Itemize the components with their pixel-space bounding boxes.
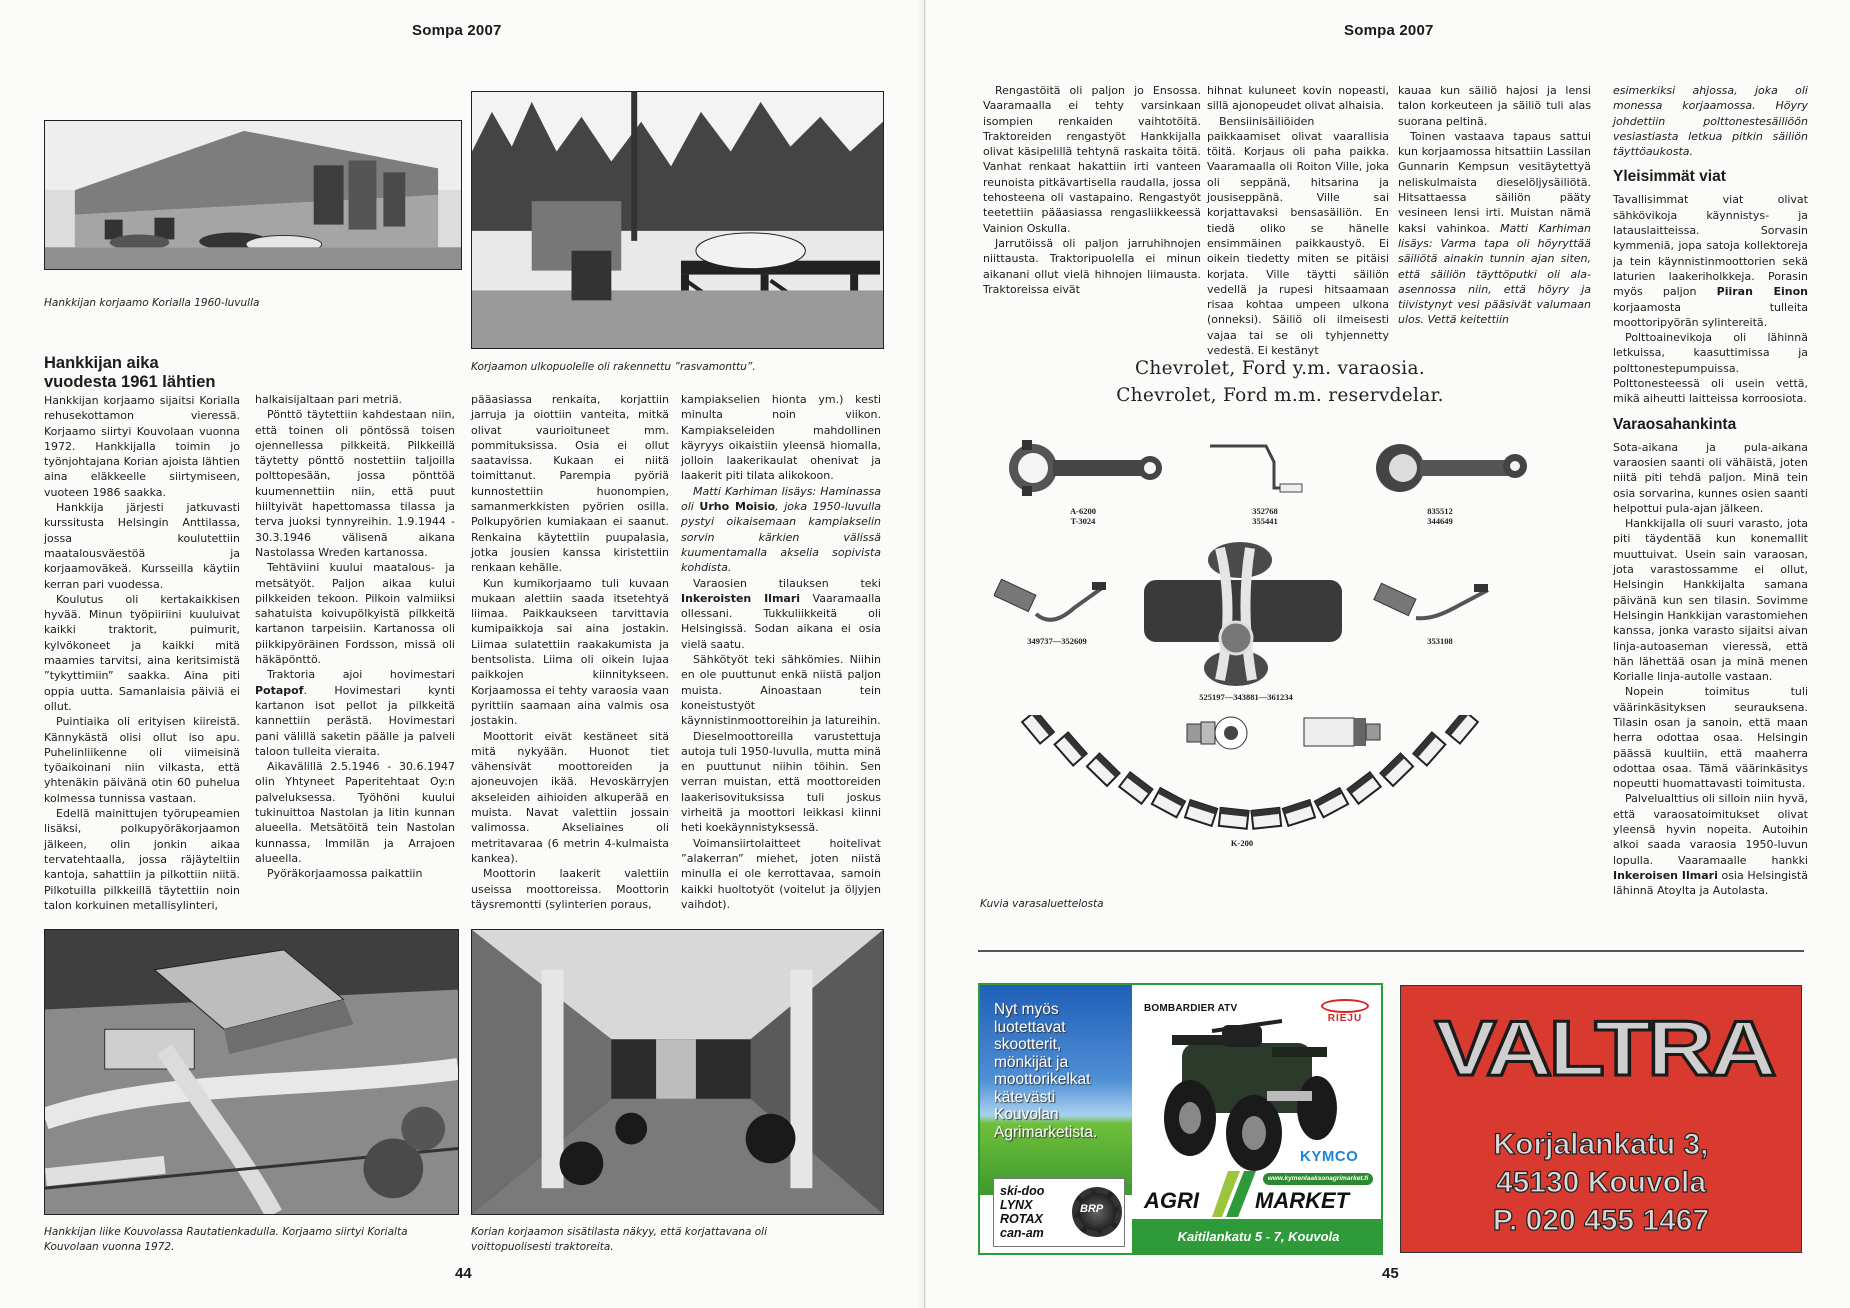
valtra-address-line2: 45130 Kouvola — [1495, 1166, 1707, 1199]
text-run: Matti Karhiman lisäys: Varma tapa oli höyryttää säiliötä ainakin tunnin ajan siten, että säiliön täyttöputki oli ala-asennossa niin, että höyry ja tiivistynyt vesi pääsivät valumaan ulos. Vettä keitettiin — [1398, 221, 1592, 327]
paragraph: halkaisijaltaan pari metriä. — [255, 393, 403, 406]
caption-line: Korian korjaamon sisätilasta näkyy, että korjattavana oli — [471, 1226, 767, 1238]
part-code — [1405, 506, 1475, 526]
person-name: Urho Moisio — [699, 500, 776, 514]
slogan-line: luotettavat — [994, 1018, 1066, 1036]
connecting-rod-a-illustration — [998, 438, 1168, 498]
text-run: . Hovimestari kynti kartanon isot pellot ja pilkkeitä kannettiin perästä. Hovimestari pani välillä saketin päälle ja palveli taloon tulleita vieraita. — [255, 683, 455, 758]
paragraph: pääasiassa renkaita, korjattiin jarruja ja oiottiin vanteita, mitkä olivat vaurioituneet mm. pommituksissa. Osia ei ollut saatavissa. Kukaan ei niitä toimittanut. Parempia pyöriä kunnostettiin huonompien, samanmerkkisten pyörien osilla. Polkupyörien kumiakaan ei saanut. Renkaina käytettiin puupalasia, jotka jousien kanssa kiristettiin renkaan kehälle. — [471, 393, 669, 575]
chain-link — [1251, 808, 1281, 829]
running-head-right: Sompa 2007 — [1344, 22, 1434, 39]
chain-link — [1087, 754, 1120, 786]
caption-line: Hankkijan liike Kouvolassa Rautatienkadulla. Korjaamo siirtyi Korialta — [44, 1226, 408, 1238]
person-name: Inkeroisen Ilmari — [1613, 868, 1718, 882]
text-run: Tavallisimmat viat olivat sähkövikoja käynnistys- ja latauslaitteissa. Sorvasin kymmeniä, jopa satoja kollektoreja ja tein käynnistinmoottorien sekä laturien laakeriholkkeja. Porasin myös paljon — [1613, 193, 1808, 299]
part-code — [1405, 636, 1475, 646]
part-code-line: 349737—352609 — [1027, 636, 1087, 646]
part-code — [1212, 838, 1272, 848]
chain-link — [1348, 772, 1381, 803]
text-run: Matti Karhiman lisäys: Haminassa oli — [681, 484, 881, 514]
article-heading — [44, 354, 240, 392]
page-number-right: 45 — [1382, 1265, 1399, 1282]
section-heading-parts: Varaosahankinta — [1613, 415, 1737, 433]
paragraph: Bensiinisäiliöiden paikkaamiset olivat vaarallisia töitä. Korjaus oli paha paikka. Vaaramaalla oli Roiton Ville, joka oli seppänä, hitsarina ja jousiseppänä. Ville sai korjattavaksi bensasäiliön. En tiedä oliko se hänelle ensimmäinen paikkaustyö. Ei oikein tiedetty miten se pitäisi korjata. Ville täytti säiliön vedellä ja rupesi hitsaamaan risaa kohtaa umpeen ulkona (onneksi). Säiliö oli ilmeisesti vajaa tai se oli tyhjennetty vedestä. Ei kestänyt — [1207, 114, 1389, 358]
page-number-left: 44 — [455, 1265, 472, 1282]
right-column-4 — [1613, 83, 1808, 899]
catalog-title-fi: Chevrolet, Ford y.m. varaosia. — [1134, 358, 1426, 379]
person-name: Piiran Einon — [1716, 285, 1808, 299]
parts-catalog-figure — [980, 350, 1580, 910]
paragraph: Hankkijan korjaamo sijaitsi Korialla rehusekottamon vieressä. Korjaamo siirtyi Kouvolaan vuonna 1972. Hankkijalla toimin jo työnjohtajana Korian ajoista lähtien aina eläkkeelle siirtymiseen, vuoteen 1986 saakka. — [44, 394, 240, 499]
agrimarket-logo-market: MARKET — [1255, 1188, 1350, 1213]
ad-agrimarket — [978, 983, 1383, 1255]
slogan-line: moottorikelkat — [994, 1071, 1091, 1088]
paragraph: kauaa kun säiliö hajosi ja lensi talon korkeuteen ja säiliö tuli alas suorana peltinä. — [1398, 84, 1591, 128]
ad-valtra — [1400, 985, 1802, 1253]
universal-joint-illustration — [1140, 540, 1345, 688]
ad-divider-rule — [978, 950, 1804, 952]
part-code-line: 352768 — [1252, 506, 1278, 516]
part-code-line: T-3024 — [1070, 516, 1096, 526]
person-name: Potapof — [255, 683, 304, 697]
brand-rotax: ROTAX — [1000, 1212, 1043, 1226]
part-code-line: 525197—343881—361234 — [1199, 692, 1293, 702]
caption-1960s-workshop: Hankkijan korjaamo Korialla 1960-luvulla — [44, 297, 260, 309]
caption-workshop-interior — [471, 1225, 891, 1255]
part-code-line: 835512 — [1427, 506, 1453, 516]
agrimarket-url: www.kymenlaaksonagrimarket.fi — [1263, 1173, 1373, 1185]
paragraph: Sota-aikana ja pula-aikana varaosien saanti oli vähäistä, joten niitä piti tehdä paljon. Minä tein osia sorvarina, kunnes osien saanti helpottui pula-ajan jälkeen. — [1613, 440, 1808, 515]
right-column-3 — [1398, 83, 1591, 328]
brand-skidoo: ski-doo — [1000, 1184, 1045, 1198]
paragraph: Nopein toimitus tuli väärinkäsityksen seurauksena. Tilasin osan ja sanoin, että maan herra odottaa osaa. Helsingin päässä kuultiin, että maaherra odottaa osaa. Tämä väärinkäsitys nopeutti huomattavasti toimitusta. — [1613, 685, 1808, 791]
text-run: osia Helsingistä lähinnä Atoylta ja Autolasta. — [1613, 868, 1808, 898]
paragraph — [1613, 192, 1808, 330]
chain-link — [1152, 788, 1185, 817]
paragraph: Koulutus oli kertakaikkisen hyvää. Minun työpiiriini kuuluivat kaikki traktorit, puimurit, kylvökoneet ja kaikki mitä maamies tarvitsi, aina keritsimistä ”tykyttimiin” saakka. Aina piti oppia uutta. Samanlaisia päiviä ei ollut. — [44, 592, 240, 713]
slogan-line: mönkijät ja — [994, 1053, 1069, 1071]
valtra-logo: VALTRA — [1434, 1004, 1774, 1092]
paragraph — [255, 667, 455, 759]
part-code — [1002, 636, 1112, 646]
caption-line: Kouvolaan vuonna 1972. — [44, 1241, 175, 1253]
paragraph: Jarrutöissä oli paljon jarruhihnojen niittausta. Traktoripuolella ei minun aikanani ollut vielä hihnojen liimausta. Traktoreissa eivät — [983, 236, 1201, 296]
paragraph: Pyöräkorjaamossa paikattiin — [267, 867, 423, 881]
paragraph: Puintiaika oli erityisen kiireistä. Kännykästä olisi ollut iso apu. Puhelinliikenne oli viimeisinä työaikoinani niin vilkasta, että yhtenäkin päivänä otin 60 puhelua kolmessa tunnissa vastaan. — [44, 715, 240, 805]
catalog-title-sv: Chevrolet, Ford m.m. reservdelar. — [1116, 385, 1444, 406]
slogan-line: Kouvolan — [994, 1106, 1059, 1123]
chain-link — [1413, 733, 1445, 766]
part-code — [1166, 692, 1326, 702]
chain-link — [1185, 800, 1217, 826]
paragraph: Aikavälillä 2.5.1946 - 30.6.1947 olin Yhtyneet Paperitehtaat Oy:n palveluksessa. Työhöni kuului tukinuittoa Nastolan ja Iitin kunnan alueella. Metsätöitä tein Nastolan kunnassa, Immilän ja Arrajoen alueella. — [255, 760, 455, 865]
paragraph: Pönttö täytettiin kahdestaan niin, että toinen oli pöntössä toisen ojennellessa pilkkeitä. Pilkkeillä täytetty pönttö nostettiin taljoilla polttopesään, jossa pönttöä kuumennettiin niin, että puut hiiltyivät hapettomassa tilassa ja terva juoksi tynnyreihin. 1.9.1944 - 30.3.1946 välisenä aikana Nastolassa Wreden kartanossa. — [255, 408, 455, 559]
paragraph: kampiakselien hionta ym.) kesti minulta noin viikon. Kampiakseleiden mahdollinen käyryys oikaistiin yleensä hiomalla, jolloin laakerikaulat ohenivat ja laakerit piti tilata alikokoon. — [681, 393, 881, 483]
part-code-line: 344649 — [1427, 516, 1453, 526]
paragraph: Sähkötyöt teki sähkömies. Niihin en ole puuttunut enkä niistä paljon muista. Ainoastaan tein koneistustyöt käynnistinmoottoreihin ja latureihin. — [681, 653, 881, 728]
running-head-left: Sompa 2007 — [412, 22, 502, 39]
paragraph: Moottorit eivät kestäneet sitä mitä nykyään. Huonot tiet vähensivät moottoreiden ja ajoneuvojen ikää. Hevoskärryjen akseleiden aihioiden alkuperää en muista. Navat valettiin jossain valimossa. Akseliaines oli metritavaraa (6 metrin 4-kulmaista kankea). — [471, 729, 669, 865]
right-column-1 — [983, 83, 1201, 297]
paragraph: Hankkija järjesti jatkuvasti kurssitusta Helsingin Anttilassa, jossa koulutettiin maatalousväestöä ja korjaamoväkeä. Kursseilla käytiin kerran pari vuodessa. — [44, 501, 240, 591]
paragraph: Dieselmoottoreilla varustettuja autoja tuli 1950-luvulla, mutta minä en puuttunut niihin töihin. Sen verran muistan, että moottoreiden laakerisovituksissa tuli joskus virheitä ja moottori leikkasi kiinni heti koekäynnistyksessä. — [681, 729, 881, 835]
paragraph: Tehtäviini kuului maatalous- ja metsätyöt. Paljon aikaa kului pilkkeiden tekoon. Pilkoin valmiiksi sahatuista koivupölkyistä pilkkeitä kartanon tarpeisiin. Kartanossa oli piikkipyöräinen Fordsson, missä oli häkäpönttö. — [255, 561, 455, 667]
kymco-logo: KYMCO — [1300, 1148, 1359, 1165]
paragraph: Moottorin laakerit valettiin useissa moottoreissa. Moottorin täysremontti (sylinterien poraus, — [471, 867, 669, 911]
photo-workshop-interior — [471, 929, 884, 1215]
tube-fitting-left-illustration — [994, 578, 1109, 636]
chain-link — [1219, 808, 1249, 829]
text-run: Varaosien tilauksen teki — [693, 576, 881, 590]
crank-handle-illustration — [1208, 440, 1303, 495]
article-column-1 — [44, 354, 240, 913]
text-run: korjaamosta tulleita moottoripyörän sylintereitä. — [1613, 300, 1808, 329]
paragraph — [681, 576, 881, 652]
text-run: Toinen vastaava tapaus sattui kun korjaamossa hitsattiin Lassilan Gunnarin Kempsun vesitäytettyä neliskulmaista dieselöljysäiliötä. Hitsattaessa säiliön pääty vesineen lensi irti. Muistan nämä kaksi vahinkoa. — [1398, 129, 1591, 235]
article-column-3 — [471, 392, 669, 912]
article-heading-line2: vuodesta 1961 lähtien — [44, 373, 216, 391]
paragraph: Rengastöitä oli paljon jo Ensossa. Vaaramaalla ei tehty varsinkaan isompien renkaiden vaihtotöitä. Traktoreiden rengastyöt Hankkijalla olivat käsipelillä tehtynä raskaita töitä. Vanhat renkaat hakattiin irti vanteen reunoista pitkävartisella raudalla, jossa tehosteena oli vastapaino. Rengastyöt teetettiin pääasiassa rengasliikkeessä Vainion Oskulla. — [983, 84, 1201, 235]
part-code-line: 355441 — [1252, 516, 1278, 526]
valtra-phone: P. 020 455 1467 — [1492, 1204, 1710, 1237]
tube-fitting-right-illustration — [1372, 580, 1492, 638]
slogan-line: skootterit, — [994, 1036, 1062, 1053]
paragraph: esimerkiksi ahjossa, joka oli monessa korjaamossa. Höyry johdettiin polttonestesäiliöön vesiastiasta letkua pitkin säiliön täyttöaukosta. — [1613, 84, 1808, 159]
chain-link — [1119, 772, 1152, 803]
chain-link — [1446, 715, 1478, 744]
section-heading-faults: Yleisimmät viat — [1613, 168, 1726, 186]
bombardier-atv-logo: BOMBARDIER ATV — [1144, 1003, 1238, 1014]
link-chain-illustration — [1020, 715, 1480, 835]
text-run: Traktoria ajoi hovimestari — [267, 668, 455, 682]
photo-1960s-workshop — [44, 120, 462, 270]
chain-link — [1022, 715, 1054, 744]
agrimarket-slash-icon — [1212, 1171, 1256, 1217]
rieju-logo-text: RIEJU — [1327, 1013, 1363, 1024]
valtra-address-line1: Korjalankatu 3, — [1493, 1128, 1709, 1161]
text-run: Palvelualttius oli silloin niin hyvä, että varaosatoimitukset olivat yleensä hyvin nopeita. Autoihin alkoi saada varaosia 1950-luvun lopulla. Vaaramaalle hankki — [1613, 792, 1808, 867]
brand-canam: can-am — [1000, 1226, 1044, 1240]
agrimarket-address: Kaitilankatu 5 - 7, Kouvola — [1132, 1219, 1383, 1255]
part-code-line: K-200 — [1230, 838, 1254, 848]
chain-link — [1380, 754, 1413, 786]
slogan-line: kätevästi — [994, 1088, 1056, 1106]
agrimarket-logo-agri: AGRI — [1144, 1188, 1199, 1213]
article-column-2 — [255, 392, 455, 882]
chain-link — [1315, 788, 1348, 817]
caption-aerial-kouvola — [44, 1225, 464, 1255]
part-code-line: 353108 — [1427, 636, 1453, 646]
article-column-4 — [681, 392, 881, 912]
photo-aerial-kouvola — [44, 929, 459, 1215]
person-name: Inkeroisten Ilmari — [681, 591, 801, 605]
right-column-2 — [1207, 83, 1389, 358]
brp-brand-box — [993, 1178, 1125, 1247]
caption-line: voittopuolisesti traktoreita. — [471, 1241, 614, 1253]
part-code — [1230, 506, 1300, 526]
paragraph — [681, 484, 881, 576]
brp-logo-text: BRP — [1080, 1203, 1104, 1215]
connecting-rod-b-illustration — [1365, 438, 1530, 498]
article-heading-line1: Hankkijan aika — [44, 354, 159, 372]
paragraph — [1398, 129, 1591, 328]
paragraph: hihnat kuluneet kovin nopeasti, sillä ajonopeudet olivat alhaisia. — [1207, 84, 1389, 113]
paragraph: Voimansiirtolaitteet hoitelivat ”alakerran” miehet, joten niistä minulla ei ole kerrottavaa, samoin kaikki huoltotyöt (voitelut ja öljyjen vaihdot). — [681, 836, 881, 911]
text-run: , joka 1950-luvulla pystyi oikaisemaan kampiakselin sorvin kärkien välissä kuumentamalla akselia sopivista kohdista. — [681, 500, 881, 575]
text-run: Vaaramaalla ollessani. Tukkuliikkeitä oli Helsingissä. Sodan aikana ei osia vielä saatu. — [681, 591, 881, 651]
part-code — [1048, 506, 1118, 526]
ad-slogan — [994, 1001, 1134, 1141]
part-code-line: A-6200 — [1070, 506, 1096, 516]
slogan-line: Nyt myös — [994, 1001, 1059, 1018]
paragraph: Edellä mainittujen työrupeamien lisäksi, polkupyöräkorjaamon jälkeen, olin jonkin aikaa tervatehtaalla, jossa räjäyteltiin kantoja, sahattiin ja pilkottiin niitä. Pilkotuilla pilkkeillä täytettiin noin talon korkuinen metallisylinteri, — [44, 807, 240, 912]
brand-lynx: LYNX — [1000, 1198, 1033, 1212]
chain-link — [1055, 733, 1087, 766]
paragraph: Polttoainevikoja oli lähinnä letkuissa, kaasuttimissa ja polttonestepumpuissa. Polttonesteessä oli usein vettä, mikä aiheutti laitteissa korroosiota. — [1613, 331, 1808, 406]
caption-catalog: Kuvia varasaluettelosta — [980, 898, 1104, 910]
slogan-line: Agrimarketista. — [994, 1123, 1098, 1141]
paragraph: Kun kumikorjaamo tuli kuvaan mukaan alettiin saada itsetehtyä liimaa. Paikkaukseen tarvittavia kumipaikkoja sai aina jostakin. Liimaa sulatettiin raakakumista ja bentsolista. Liima oli oikein lujaa paikkojen kiinnitykseen. Korjaamossa ei tehty varaosia vaan pyrittiin saamaan aina valmis osa jostakin. — [471, 576, 669, 728]
paragraph — [1613, 791, 1808, 898]
caption-greasing-ramp: Korjaamon ulkopuolelle oli rakennettu ”rasvamonttu”. — [471, 361, 756, 373]
paragraph: Hankkijalla oli suuri varasto, jota piti täydentää kun konemallit muuttuivat. Usein sain varaosan, jota varastossamme ei ollut, Helsingin Hankkijalta samana päivänä kun sen tilasin. Sovimme Helsingin Hankkijan varastomiehen kanssa, jonka varasto sijaitsi aivan linja-autoaseman vieressä, että hän lähettää osan ja minä menen Korialle linja-autolle vastaan. — [1613, 517, 1808, 684]
photo-greasing-ramp — [471, 91, 884, 349]
chain-link — [1283, 800, 1315, 826]
rieju-oval-icon — [1321, 999, 1369, 1013]
